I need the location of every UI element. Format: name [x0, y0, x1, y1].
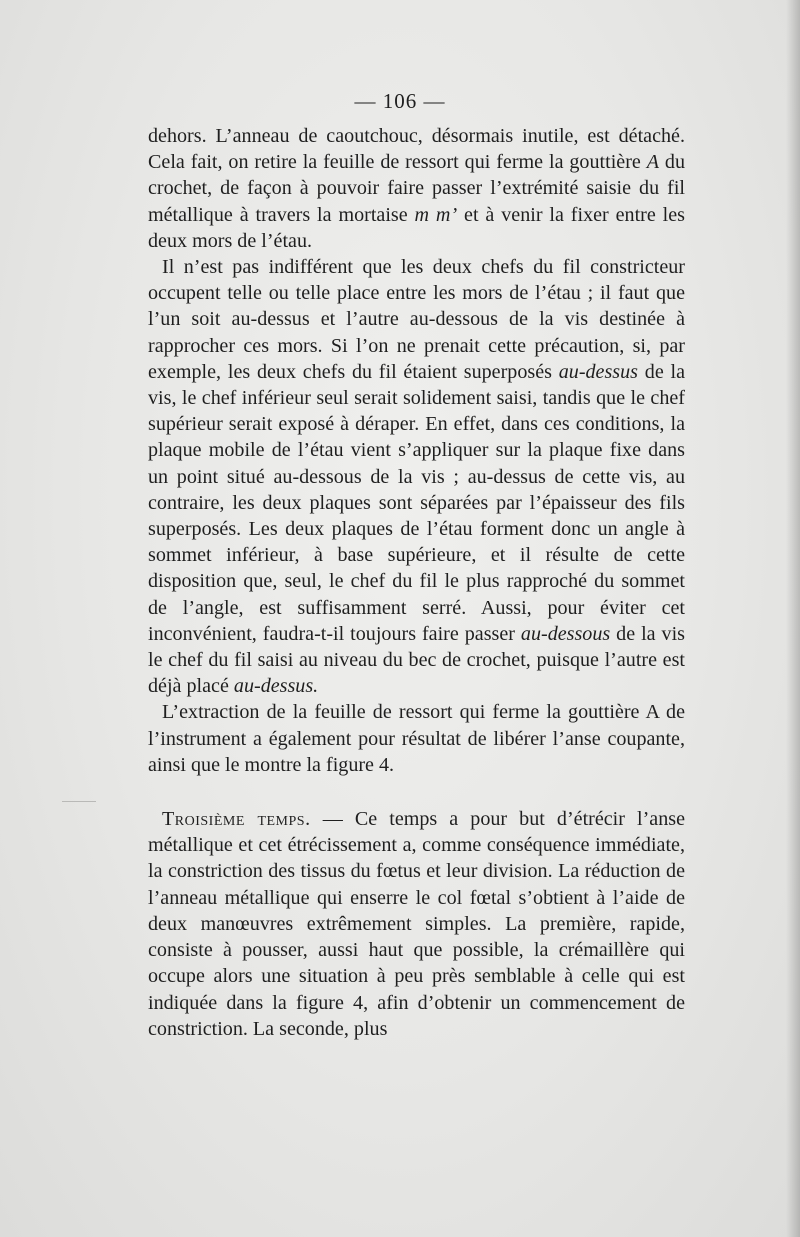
paragraph-4: Troisième temps. — Ce temps a pour but d’étrécir l’anse métallique et cet étrécissement a, comme conséquence immédiate, la constriction des tissus du fœtus et leur division. La réduction de l’anneau métallique qui enserre le col fœtal s’obtient à l’aide de deux manœuvres extrêmement simples. La première, rapide, consiste à pousser, aussi haut que possible, la crémaillère qui occupe alors une situation à peu près semblable à celle qui est indiquée dans la figure 4, afin d’obtenir un commencement de constriction. La seconde, plus: [148, 808, 686, 1040]
margin-mark: [62, 801, 96, 802]
page-number-header: — 106 —: [354, 89, 446, 113]
body-text: [148, 123, 685, 1042]
paragraph-2: Il n’est pas indifférent que les deux chefs du fil constricteur occupent telle ou telle place entre les mors de l’étau ; il faut que l’un soit au-dessus et l’autre au-dessous de la vis destinée à rapprocher ces mors. Si l’on ne prenait cette précaution, si, par exemple, les deux chefs du fil étaient superposés au-dessus de la vis, le chef inférieur seul serait solidement saisi, tandis que le chef supérieur serait exposé à déraper. En effet, dans ces conditions, la plaque mobile de l’étau vient s’appliquer sur la plaque fixe dans un point situé au-dessous de la vis ; au-dessus de cette vis, au contraire, les deux plaques sont séparées par l’épaisseur des fils superposés. Les deux plaques de l’étau forment donc un angle à sommet inférieur, à base supérieure, et il résulte de cette disposition que, seul, le chef du fil le plus rapproché du sommet de l’angle, est suffisamment serré. Aussi, pour éviter cet inconvénient, faudra-t-il toujours faire passer au-dessous de la vis le chef du fil saisi au niveau du bec de crochet, puisque l’autre est déjà placé au-dessus.: [148, 256, 686, 698]
paragraph-3: L’extraction de la feuille de ressort qui ferme la gouttière A de l’instrument a également pour résultat de libérer l’anse coupante, ainsi que le montre la figure 4.: [148, 701, 685, 776]
section-heading: Troisième temps.: [162, 808, 311, 831]
page-edge-shadow: [786, 0, 800, 1237]
paragraph-1: dehors. L’anneau de caoutchouc, désormais inutile, est détaché. Cela fait, on retire la feuille de ressort qui ferme la gouttière A du crochet, de façon à pouvoir faire passer l’extrémité saisie du fil métallique à travers la mortaise m m’ et à venir la fixer entre les deux mors de l’étau.: [148, 125, 685, 252]
